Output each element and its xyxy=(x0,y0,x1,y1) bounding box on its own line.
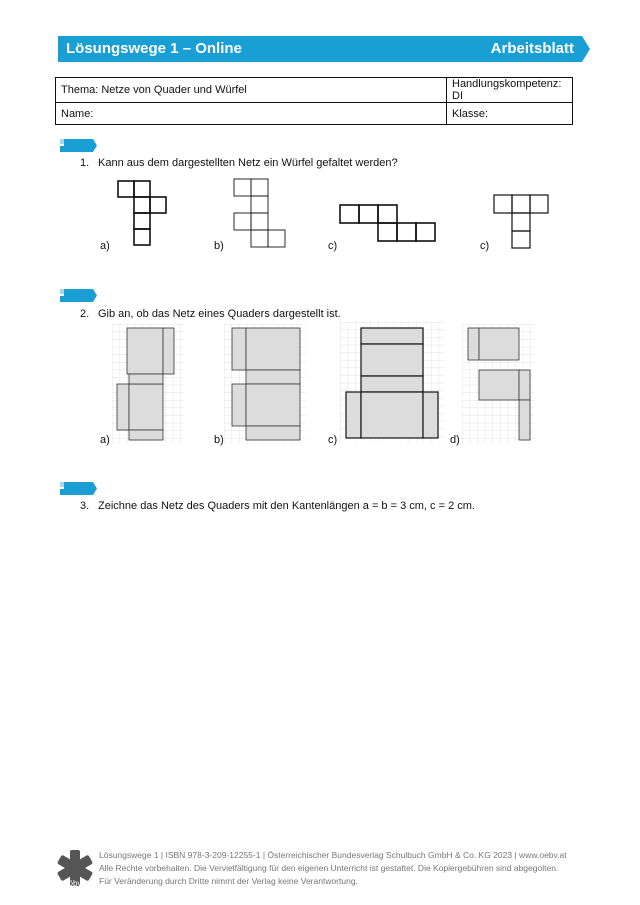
header-banner xyxy=(58,36,590,62)
task-marker-icon xyxy=(60,288,98,303)
task-marker-icon xyxy=(60,138,98,153)
task-1-text: Kann aus dem dargestellten Netz ein Würfel gefaltet werden? xyxy=(98,157,398,169)
cube-net-a xyxy=(110,176,180,248)
task-1 xyxy=(80,157,398,169)
task-2-text: Gib an, ob das Netz eines Quaders dargestellt ist. xyxy=(98,308,341,320)
class-field[interactable]: Klasse: xyxy=(447,103,573,125)
footer xyxy=(99,849,589,888)
footer-line-1: Lösungswege 1 | ISBN 978-3-209-12255-1 | Österreichischer Bundesverlag Schulbuch GmbH & Co. KG 2023 | www.oebv.at xyxy=(99,850,567,860)
task-2-number: 2. xyxy=(80,308,90,320)
task-2-label-d: d) xyxy=(450,434,460,446)
task-3-number: 3. xyxy=(80,500,90,512)
cuboid-net-c xyxy=(340,322,444,442)
task-2-label-a: a) xyxy=(100,434,110,446)
cube-net-c xyxy=(336,200,440,246)
task-1-label-d: c) xyxy=(480,240,490,252)
info-table xyxy=(55,77,573,125)
cuboid-net-b xyxy=(224,324,306,444)
cuboid-net-d xyxy=(462,324,534,444)
task-3-text: Zeichne das Netz des Quaders mit den Kantenlängen a = b = 3 cm, c = 2 cm. xyxy=(98,500,475,512)
worksheet-title: Lösungswege 1 – Online xyxy=(66,40,242,57)
task-1-label-a: a) xyxy=(100,240,110,252)
task-1-number: 1. xyxy=(80,157,90,169)
name-field[interactable]: Name: xyxy=(56,103,447,125)
task-2-label-b: b) xyxy=(214,434,224,446)
footer-line-2: Alle Rechte vorbehalten. Die Vervielfältigung für den eigenen Unterricht ist gestattet. Die Kopiergebühren sind abgegolten. xyxy=(99,863,559,873)
logo-text: öbv xyxy=(68,879,82,888)
task-2-label-c: c) xyxy=(328,434,338,446)
cube-net-b xyxy=(226,176,296,248)
worksheet-type: Arbeitsblatt xyxy=(490,40,574,57)
task-1-label-c: c) xyxy=(328,240,338,252)
cube-net-d xyxy=(490,192,552,250)
competence-cell: Handlungskompetenz: DI xyxy=(447,78,573,103)
footer-line-3: Für Veränderung durch Dritte nimmt der Verlag keine Verantwortung. xyxy=(99,876,358,886)
oebv-logo-icon xyxy=(55,848,95,888)
task-1-label-b: b) xyxy=(214,240,224,252)
cuboid-net-a xyxy=(112,324,184,444)
task-2 xyxy=(80,308,341,320)
topic-cell: Thema: Netze von Quader und Würfel xyxy=(56,78,447,103)
task-3 xyxy=(80,500,475,512)
task-marker-icon xyxy=(60,481,98,496)
